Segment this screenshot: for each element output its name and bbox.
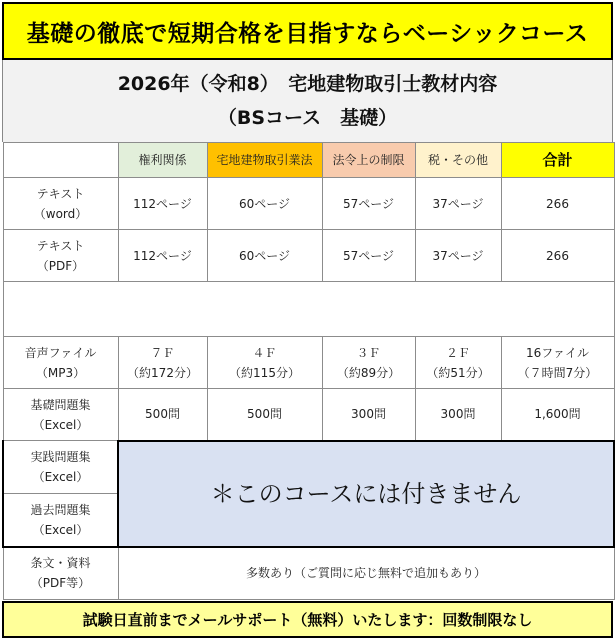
row-label-audio — [3, 337, 118, 389]
row-label-main: 音声ファイル — [24, 345, 97, 360]
cell-count: ４Ｆ — [252, 345, 277, 360]
cell-count: ３Ｆ — [356, 345, 381, 360]
col-header-takken: 宅地建物取引業法 — [207, 143, 322, 178]
cell: 60ページ — [207, 178, 322, 230]
table-row — [3, 441, 614, 494]
not-included-notice: ＊このコースには付きません — [118, 441, 614, 547]
table-row — [3, 230, 614, 282]
cell: 57ページ — [322, 230, 415, 282]
cell — [207, 337, 322, 389]
cell — [322, 337, 415, 389]
row-label-sub: （Excel） — [32, 417, 89, 432]
cell: 112ページ — [118, 230, 207, 282]
cell-duration: （約89分） — [336, 365, 401, 380]
col-header-kenri: 権利関係 — [118, 143, 207, 178]
cell-total: 266 — [501, 178, 614, 230]
cell: 300問 — [322, 389, 415, 441]
header-corner — [3, 143, 118, 178]
cell-total: 266 — [501, 230, 614, 282]
content-table — [2, 142, 615, 600]
spacer-cell — [3, 282, 614, 337]
cell-count: ２Ｆ — [445, 345, 470, 360]
cell-duration: （約115分） — [229, 365, 300, 380]
row-label-main: テキスト — [36, 186, 85, 201]
cell-total: 1,600問 — [501, 389, 614, 441]
row-label-basic-questions — [3, 389, 118, 441]
row-label-text-word — [3, 178, 118, 230]
cell-total — [501, 337, 614, 389]
table-row — [3, 389, 614, 441]
row-label-main: 過去問題集 — [30, 502, 91, 517]
cell: 37ページ — [415, 230, 501, 282]
row-label-sub: （Excel） — [32, 470, 89, 484]
row-label-sub: （MP3） — [35, 365, 86, 380]
course-title-box — [2, 60, 613, 142]
course-title: 2026年（令和8） 宅地建物取引士教材内容 — [117, 73, 498, 95]
row-label-practice-questions — [3, 441, 118, 494]
row-label-past-questions — [3, 494, 118, 547]
materials-value: 多数あり（ご質問に応じ無料で追加もあり） — [118, 547, 614, 600]
row-label-sub: （PDF） — [36, 258, 85, 273]
row-label-sub: （Excel） — [32, 522, 89, 537]
cell-duration: （約172分） — [127, 365, 198, 380]
cell: 500問 — [207, 389, 322, 441]
cell: 37ページ — [415, 178, 501, 230]
cell — [118, 337, 207, 389]
row-label-sub: （word） — [33, 206, 88, 221]
cell: 60ページ — [207, 230, 322, 282]
cell: 300問 — [415, 389, 501, 441]
spacer-row — [3, 282, 614, 337]
course-subtitle: （BSコース 基礎） — [217, 107, 398, 129]
col-header-total: 合計 — [501, 143, 614, 178]
table-row — [3, 337, 614, 389]
cell: 112ページ — [118, 178, 207, 230]
cell-count: ７Ｆ — [150, 345, 175, 360]
cell-count: 16ファイル — [525, 345, 590, 360]
row-label-main: 基礎問題集 — [30, 397, 91, 412]
cell: 57ページ — [322, 178, 415, 230]
row-label-materials — [3, 547, 118, 600]
row-label-text-pdf — [3, 230, 118, 282]
row-label-main: 条文・資料 — [30, 556, 91, 571]
table-row — [3, 178, 614, 230]
header-row — [3, 143, 614, 178]
support-footer: 試験日直前までメールサポート（無料）いたします：回数制限なし — [2, 601, 613, 638]
row-label-main: 実践問題集 — [30, 450, 91, 464]
cell — [415, 337, 501, 389]
row-label-sub: （PDF等） — [30, 576, 91, 591]
cell-duration: （７時間7分） — [517, 365, 598, 380]
headline-banner: 基礎の徹底で短期合格を目指すならベーシックコース — [2, 2, 613, 60]
row-label-main: テキスト — [36, 238, 85, 253]
cell: 500問 — [118, 389, 207, 441]
cell-duration: （約51分） — [426, 365, 490, 380]
col-header-zei: 税・その他 — [415, 143, 501, 178]
col-header-horei: 法令上の制限 — [322, 143, 415, 178]
table-row — [3, 547, 614, 600]
